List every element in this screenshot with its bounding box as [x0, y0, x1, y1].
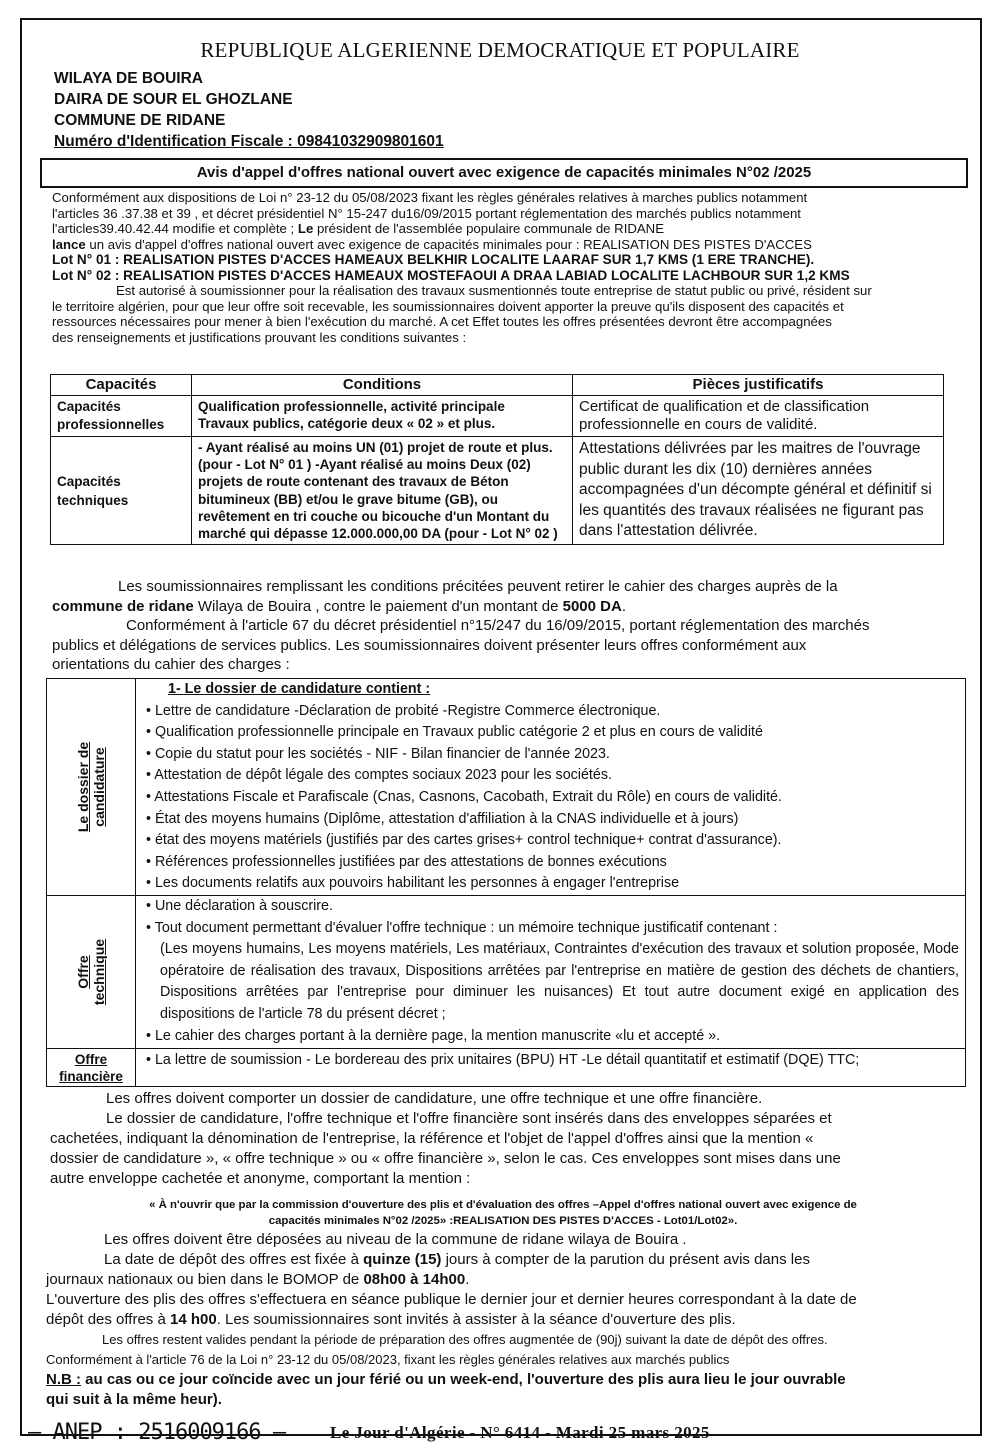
- lot-2: Lot N° 02 : REALISATION PISTES D'ACCES HAMEAUX MOSTEFAOUI A DRAA LABIAD LOCALITE LACHBOUR SUR 1,2 KMS: [52, 267, 850, 283]
- list-item: • Le cahier des charges portant à la dernière page, la mention manuscrite «lu et accepté ».: [146, 1027, 721, 1044]
- intro-line: Conformément aux dispositions de Loi n° 23-12 du 05/08/2023 fixant les règles générales relatives à marches publics notamment: [52, 190, 808, 205]
- heure-ouverture: 14 h00: [169, 1311, 217, 1328]
- cap-techniques: Capacités techniques: [51, 437, 192, 545]
- cond-text: Travaux publics, catégorie deux « 02 » et plus.: [198, 416, 496, 431]
- validite-line: Les offres restent valides pendant la période de préparation des offres augmentée de (90j) suivant la date de dépôt des offres.: [102, 1332, 828, 1347]
- offres-table: [46, 678, 966, 1087]
- list-item-detail: (Les moyens humains, Les moyens matériels, Les matériaux, Contraintes d'exécution des travaux et solution proposée, Mode opératoire de réalisation des travaux, Dispositions arrêtées par l'entreprise en matière de gestion des déchets de chantiers, Dispositions arrêtées par l'entreprise pour diminuer les nuisances) Et tout autre document exigé en application des dispositions de l'article 78 du présent décret ;: [160, 941, 959, 1022]
- avis-title-box: Avis d'appel d'offres national ouvert avec exigence de capacités minimales N°02 /2025: [40, 158, 968, 188]
- table-header-row: [51, 375, 944, 396]
- financiere-label: Offre financière: [47, 1049, 136, 1087]
- journal-reference: Le Jour d'Algérie - N° 6414 - Mardi 25 mars 2025: [330, 1423, 710, 1442]
- intro-line: [52, 237, 962, 253]
- anep-text: ANEP : 2516009166: [52, 1420, 261, 1445]
- mention-line: capacités minimales N°02 /2025» :REALISATION DES PISTES D'ACCES - Lot01/Lot02».: [268, 1215, 738, 1227]
- list-item: • Une déclaration à souscrire.: [146, 898, 333, 914]
- table-row: [47, 679, 966, 896]
- ouverture-line: [46, 1310, 956, 1330]
- republic-title: REPUBLIQUE ALGERIENNE DEMOCRATIQUE ET POPULAIRE: [200, 38, 800, 62]
- depot-line: [46, 1270, 956, 1290]
- cond-techniques: - Ayant réalisé au moins UN (01) projet de route et plus. (pour - Lot N° 01 ) -Ayant réalisé au moins Deux (02) projets de route contenant des travaux de Béton bitumineux (BB) et/ou le grave bitume (GB), ou revêtement en tri couche ou bicouche d'un Montant du marché qui dépasse 12.000.000,00 DA (pour - Lot N° 02 ): [192, 437, 573, 545]
- retrait-text: Wilaya de Bouira , contre le paiement d'un montant de: [193, 597, 563, 615]
- montant: 5000 DA: [562, 597, 622, 615]
- capacites-table: [50, 374, 944, 545]
- depot-text: La date de dépôt des offres est fixée à: [104, 1251, 364, 1268]
- horaire: 08h00 à 14h00: [363, 1271, 466, 1288]
- intro-line: des renseignements et justifications prouvant les conditions suivantes :: [52, 329, 467, 345]
- article-line: publics et délégations de services publics. Les soumissionnaires doivent présenter leurs offres conformément aux: [52, 636, 807, 654]
- intro-bold: lance: [52, 236, 86, 252]
- financiere-items: [136, 1049, 966, 1087]
- intro-bold: Le: [297, 221, 314, 236]
- bottom-line: Les offres doivent comporter un dossier de candidature, une offre technique et une offre financière.: [106, 1090, 763, 1107]
- intro-line: le territoire algérien, pour que leur offre soit recevable, les soumissionnaires doivent apporter la preuve qu'ils disposent des capacités et: [52, 298, 844, 314]
- intro-text: président de l'assemblée populaire communale de RIDANE: [313, 221, 665, 236]
- retrait-text: .: [621, 597, 626, 615]
- bottom-line: Le dossier de candidature, l'offre technique et l'offre financière sont insérés dans des enveloppes séparées et: [106, 1110, 832, 1127]
- bottom-paragraphs: [50, 1089, 956, 1189]
- wilaya-line: WILAYA DE BOUIRA: [54, 70, 203, 87]
- list-item: • Qualification professionnelle principale en Travaux public catégorie 2 et plus en cours de validité: [146, 724, 763, 741]
- table-row: [47, 1049, 966, 1087]
- list-item: • Tout document permettant d'évaluer l'offre technique : un mémoire technique justificatif contenant :: [146, 919, 778, 936]
- piece-text: Certificat de qualification et de classification: [579, 398, 870, 415]
- nif-line: Numéro d'Identification Fiscale : 09841032909801601: [54, 133, 444, 150]
- cap-professionnelles: Capacités professionnelles: [51, 396, 192, 437]
- depot-line: Les offres doivent être déposées au niveau de la commune de ridane wilaya de Bouira .: [104, 1231, 687, 1248]
- list-item: • État des moyens humains (Diplôme, attestation d'affiliation à la CNAS individuelle et à jours): [146, 810, 739, 827]
- intro-paragraph: [52, 190, 962, 345]
- commune-line: COMMUNE DE RIDANE: [54, 112, 226, 129]
- intro-text: l'articles39.40.42.44 modifie et complète ;: [52, 221, 295, 236]
- table-row: [51, 396, 944, 437]
- nb-line: [46, 1370, 956, 1390]
- piece-techniques: Attestations délivrées par les maitres de l'ouvrage public durant les dix (10) dernières années accompagnées d'un décompte général et définitif si les quantités des travaux réalisées ne figurant pas dans l'attestation délivrée.: [573, 437, 944, 545]
- article-line: orientations du cahier des charges :: [52, 656, 290, 673]
- piece-professionnelles: [573, 396, 944, 437]
- nb-text: au cas ou ce jour coïncide avec un jour férié ou un week-end, l'ouverture des plis aura lieu le jour ouvrable: [81, 1371, 846, 1388]
- header-capacites: Capacités: [51, 375, 192, 396]
- header-conditions: Conditions: [192, 375, 573, 396]
- dossier-heading: 1- Le dossier de candidature contient :: [168, 681, 431, 697]
- header-pieces: Pièces justificatifs: [573, 375, 944, 396]
- ouverture-text: dépôt des offres à: [46, 1311, 170, 1328]
- table-row: [51, 437, 944, 545]
- cond-professionnelles: [192, 396, 573, 437]
- list-item: • Les documents relatifs aux pouvoirs habilitant les personnes à engager l'entreprise: [146, 875, 680, 892]
- depot-text: .: [465, 1271, 470, 1288]
- depot-text: journaux nationaux ou bien dans le BOMOP de: [46, 1271, 364, 1288]
- delai: quinze (15): [363, 1251, 442, 1268]
- cond-text: Qualification professionnelle, activité principale: [198, 399, 505, 414]
- intro-line: Est autorisé à soumissionner pour la réalisation des travaux susmentionnés toute entreprise de statut public ou privé, résident sur: [116, 283, 872, 298]
- intro-line: l'articles 36 .37.38 et 39 , et décret présidentiel N° 15-247 du16/09/2015 portant réglementation des marchés publics notamment: [52, 205, 801, 221]
- list-item: • La lettre de soumission - Le bordereau des prix unitaires (BPU) HT -Le détail quantitatif et estimatif (DQE) TTC;: [146, 1052, 860, 1068]
- nb-label: N.B :: [46, 1371, 81, 1388]
- nb-text: qui suit à la même heur).: [46, 1391, 222, 1408]
- technique-label-cell: [47, 896, 136, 1049]
- intro-line: ressources nécessaires pour mener à bien l'exécution du marché. A cet Effet toutes les offres présentées devront être accompagnées: [52, 314, 832, 329]
- list-item: • Attestation de dépôt légale des comptes sociaux 2023 pour les sociétés.: [146, 767, 612, 784]
- table-row: [47, 896, 966, 1049]
- retrait-line: [52, 577, 962, 597]
- retrait-line: [52, 597, 962, 617]
- list-item: • état des moyens matériels (justifiés par des cartes grises+ control technique+ contrat d'assurance).: [146, 832, 782, 849]
- enveloppe-mention: [50, 1197, 956, 1229]
- conformite-line: Conformément à l'article 76 de la Loi n° 23-12 du 05/08/2023, fixant les règles générales relatives aux marchés publics: [46, 1352, 730, 1367]
- depot-text: jours à compter de la parution du présent avis dans les: [441, 1251, 810, 1268]
- piece-text: professionnelle en cours de validité.: [579, 416, 818, 433]
- ouverture-line: L'ouverture des plis des offres s'effectuera en séance publique le dernier jour et dernier heures correspondant à la date de: [46, 1291, 857, 1308]
- anep-reference: — ANEP : 2516009166 —: [28, 1420, 286, 1445]
- depot-paragraphs: [46, 1230, 956, 1410]
- depot-line: [46, 1250, 956, 1270]
- list-item: • Attestations Fiscale et Parafiscale (Cnas, Casnons, Cacobath, Extrait du Rôle) en cours de validité.: [146, 788, 782, 805]
- list-item: • Copie du statut pour les sociétés - NIF - Bilan financier de l'année 2023.: [146, 745, 610, 762]
- dossier-label: Le dossier de candidature: [75, 741, 107, 833]
- bottom-line: dossier de candidature », « offre technique » ou « offre financière », selon le cas. Ces enveloppes sont mises dans une: [50, 1150, 841, 1167]
- lot-1: Lot N° 01 : REALISATION PISTES D'ACCES HAMEAUX BELKHIR LOCALITE LAARAF SUR 1,7 KMS (1 ERE TRANCHE).: [52, 252, 815, 267]
- technique-items: [136, 896, 966, 1049]
- retrait-paragraph: [52, 577, 962, 675]
- bottom-line: cachetées, indiquant la dénomination de l'entreprise, la référence et l'objet de l'appel d'offres ainsi que la mention «: [50, 1130, 814, 1147]
- intro-line: [52, 221, 962, 237]
- retrait-text: Les soumissionnaires remplissant les conditions précitées peuvent retirer le cahier des charges auprès de la: [118, 578, 838, 595]
- mention-line: « À n'ouvrir que par la commission d'ouverture des plis et d'évaluation des offres –Appel d'offres national ouvert avec exigence de: [149, 1199, 857, 1211]
- ouverture-text: . Les soumissionnaires sont invités à assister à la séance d'ouverture des plis.: [216, 1311, 736, 1328]
- article-line: Conformément à l'article 67 du décret présidentiel n°15/247 du 16/09/2015, portant réglementation des marchés: [126, 617, 870, 634]
- list-item: • Références professionnelles justifiées par des attestations de bonnes exécutions: [146, 853, 667, 870]
- bottom-line: autre enveloppe cachetée et anonyme, comportant la mention :: [50, 1170, 471, 1187]
- daira-line: DAIRA DE SOUR EL GHOZLANE: [54, 91, 293, 108]
- dossier-items: [136, 679, 966, 896]
- retrait-bold: commune de ridane: [52, 597, 194, 615]
- technique-label: Offre technique: [75, 938, 107, 1006]
- dossier-label-cell: [47, 679, 136, 896]
- list-item: • Lettre de candidature -Déclaration de probité -Registre Commerce électronique.: [146, 702, 661, 719]
- intro-text: un avis d'appel d'offres national ouvert avec exigence de capacités minimales pour : REALISATION DES PISTES D'ACCES: [85, 236, 812, 252]
